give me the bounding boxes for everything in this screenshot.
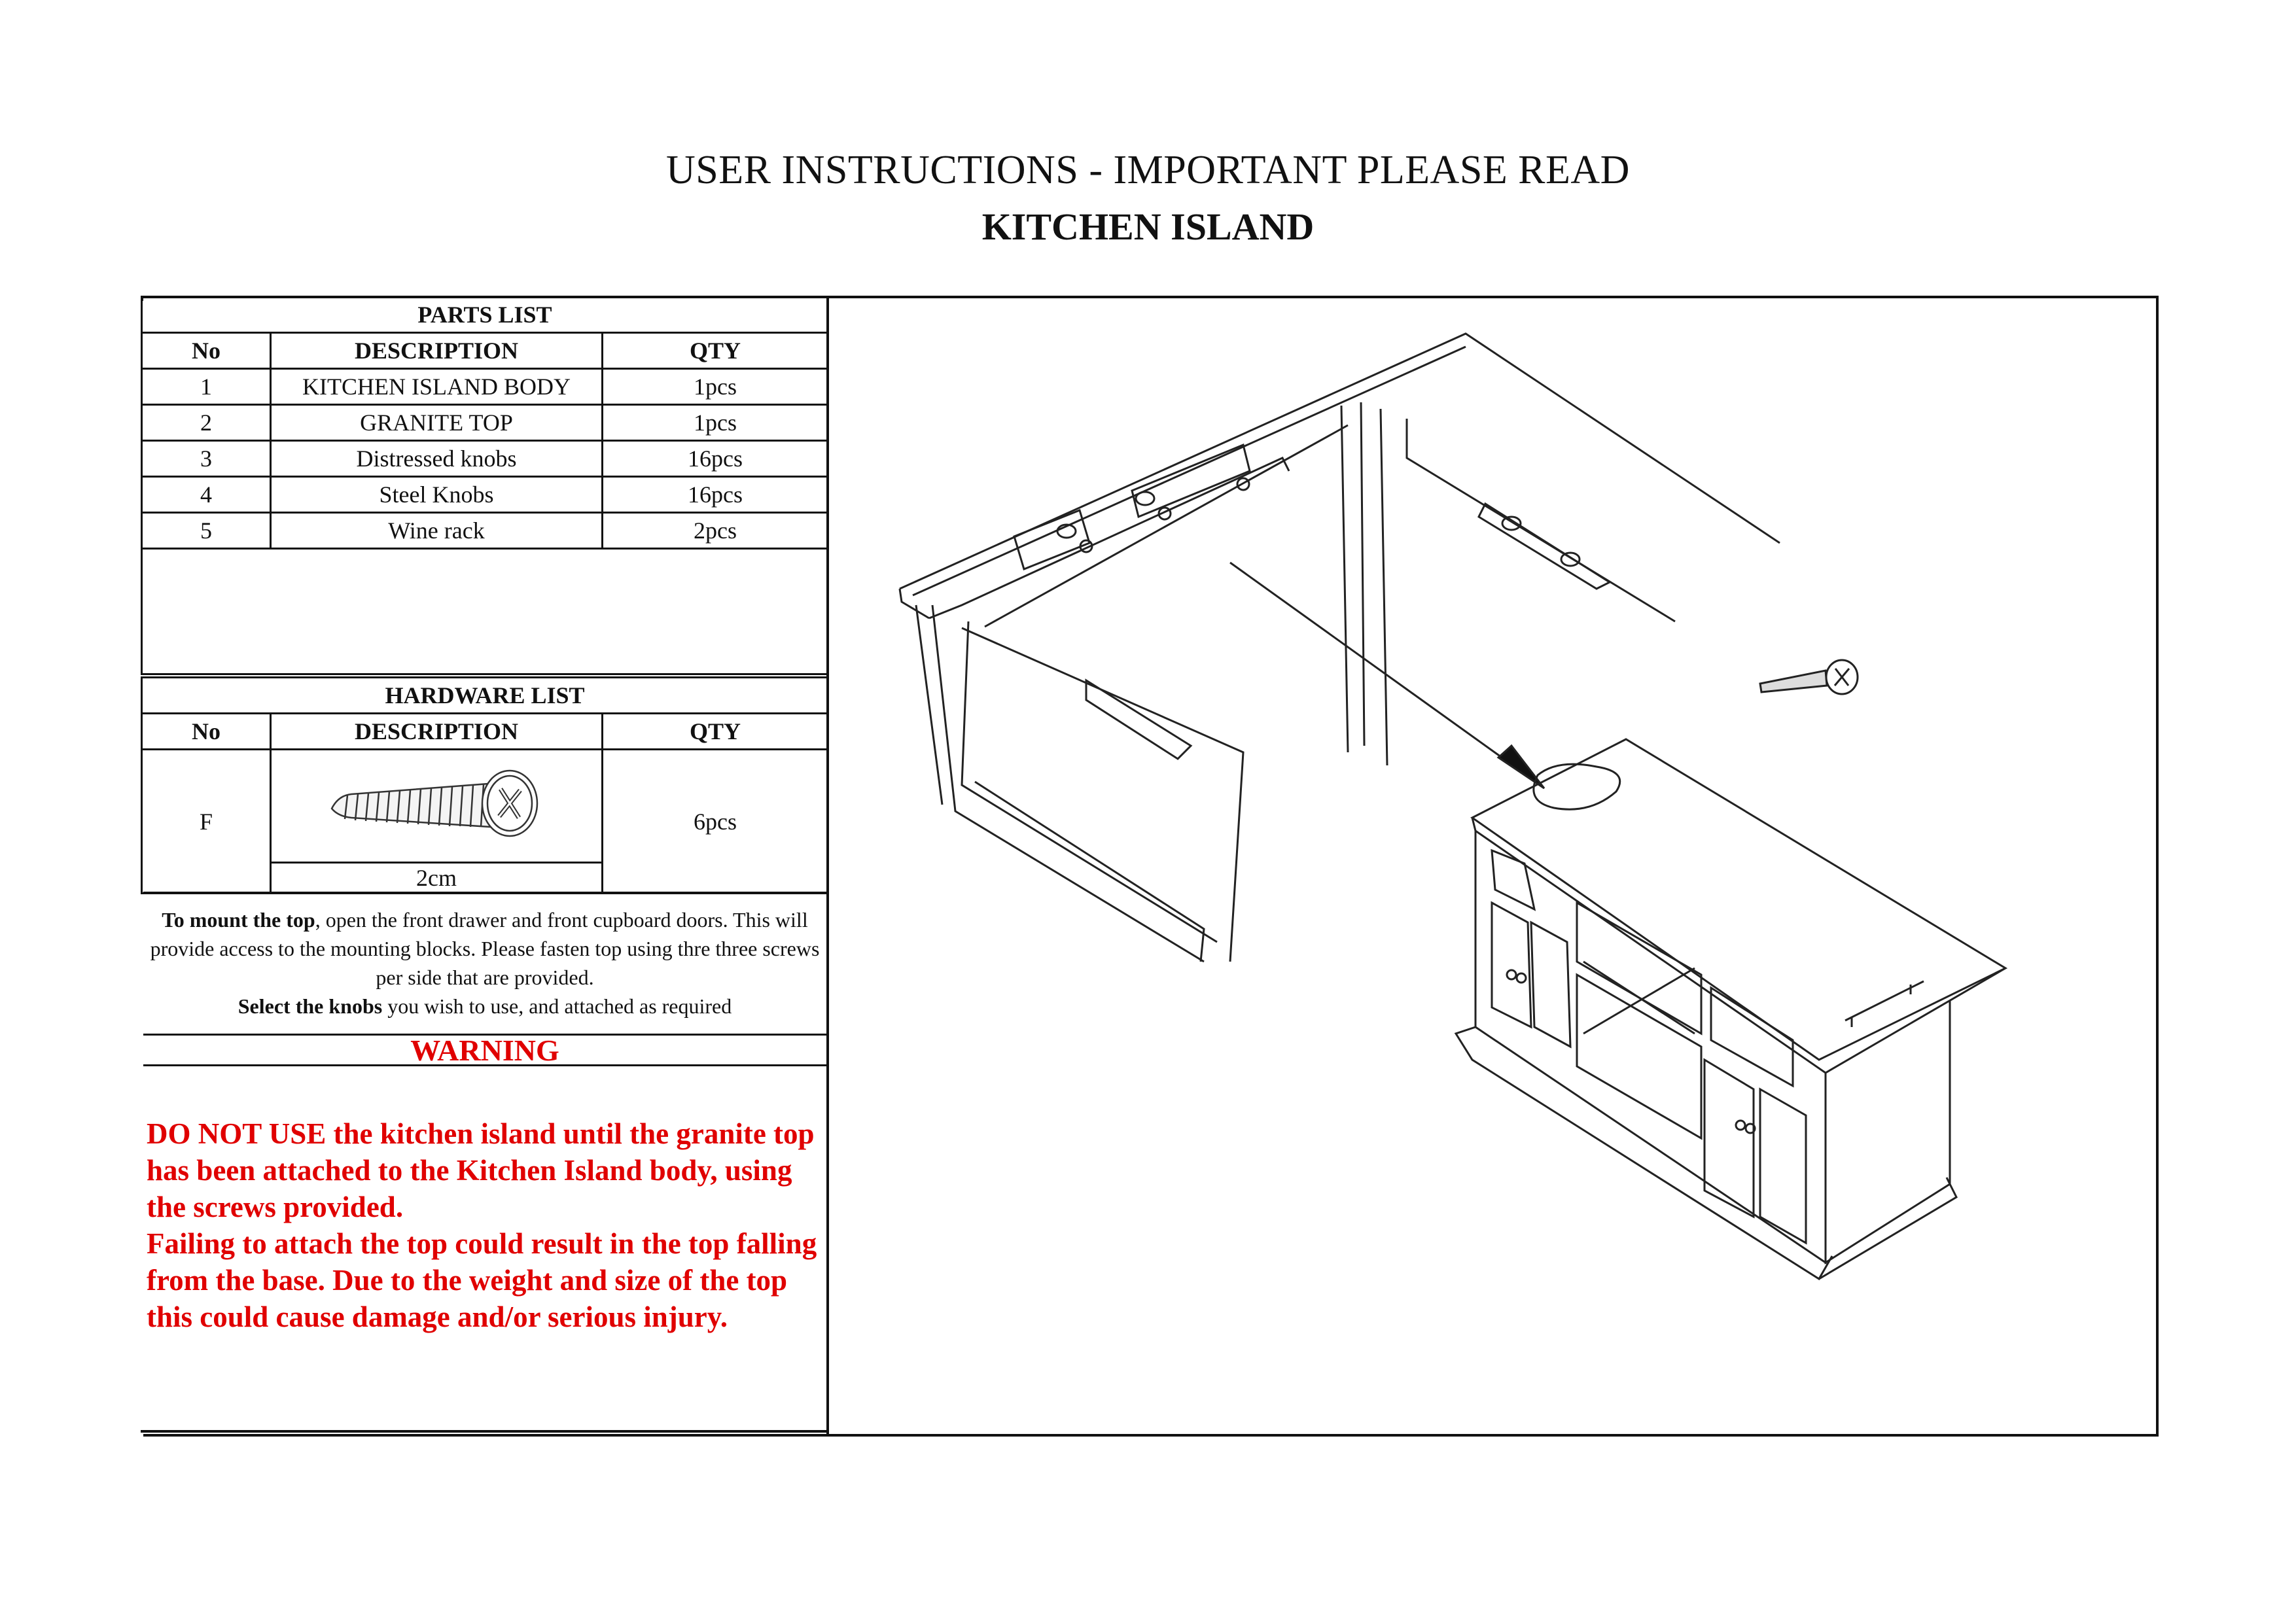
blank-row — [142, 549, 828, 674]
assembly-diagram — [829, 298, 2153, 1430]
col-description: DESCRIPTION — [271, 333, 603, 369]
bottom-rule — [141, 1430, 829, 1433]
warning-text: DO NOT USE the kitchen island until the granite top has been attached to the Kitchen Island body, using the screws provided. Failing to attach the top could result in the top falling from the base. Due to the weight and size of the top this could cause damage and/or serious injury. — [147, 1117, 817, 1333]
screw-icon — [271, 750, 603, 863]
page-subtitle: KITCHEN ISLAND — [981, 205, 1315, 248]
page-title: USER INSTRUCTIONS - IMPORTANT PLEASE READ — [666, 148, 1630, 192]
table-row: 2 GRANITE TOP 1pcs — [142, 405, 828, 441]
parts-list-table — [141, 296, 829, 675]
col-no: No — [142, 714, 271, 750]
kitchen-island-body-icon — [1456, 739, 2005, 1279]
table-row: F 6pcs — [142, 750, 828, 863]
table-row: 3 Distressed knobs 16pcs — [142, 441, 828, 477]
warning-heading: WARNING — [143, 1036, 826, 1066]
hardware-list-table — [141, 676, 829, 894]
screw-size: 2cm — [271, 863, 603, 894]
screw-icon — [1760, 660, 1858, 694]
table-row: 1 KITCHEN ISLAND BODY 1pcs — [142, 369, 828, 405]
granite-top-underside-icon — [900, 334, 1780, 962]
col-description: DESCRIPTION — [271, 714, 603, 750]
mounting-instructions: To mount the top, open the front drawer and front cupboard doors. This will provide access to the mounting blocks. Please fasten top using thre three screws per side that are provided. Select the knobs you wish to use, and attached as required — [143, 892, 826, 1036]
table-row: 5 Wine rack 2pcs — [142, 513, 828, 549]
table-row: 4 Steel Knobs 16pcs — [142, 477, 828, 513]
hardware-list-heading: HARDWARE LIST — [142, 678, 828, 714]
parts-list-heading: PARTS LIST — [142, 297, 828, 333]
col-no: No — [142, 333, 271, 369]
col-qty: QTY — [603, 714, 828, 750]
col-qty: QTY — [603, 333, 828, 369]
